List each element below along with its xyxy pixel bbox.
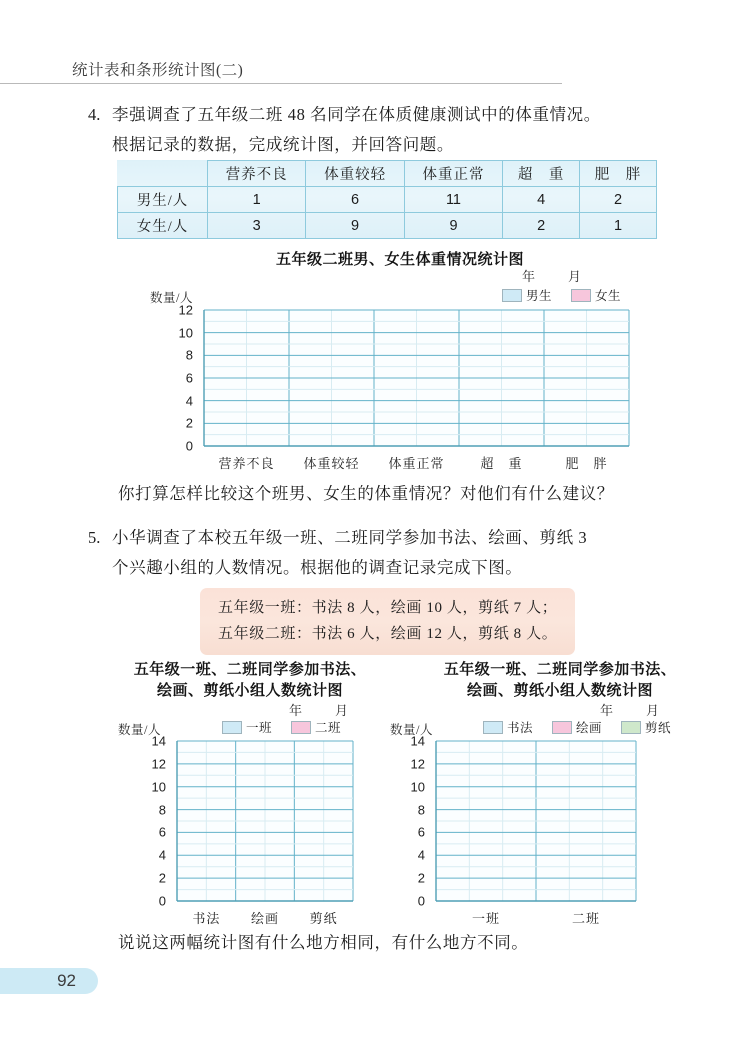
y-axis-tick-label: 8 [185,347,193,363]
table-cell-1-1: 9 [306,213,404,239]
legend-label: 女生 [595,289,622,303]
table-row [118,187,657,213]
y-axis-tick-label: 2 [158,870,166,886]
chart-weight-plot-area [178,302,628,471]
note-line-1: 五年级一班：书法 8 人，绘画 10 人，剪纸 7 人； [218,600,558,616]
table-row-label-1: 女生/人 [118,213,208,239]
legend-label: 绘画 [576,721,603,735]
chart-left-date-label: 年 月 [289,703,359,718]
y-axis-tick-label: 4 [158,847,166,863]
x-axis-tick-label: 体重正常 [388,456,445,471]
y-axis-tick-label: 12 [178,302,193,318]
x-axis-tick-label: 营养不良 [218,456,275,471]
chart-right-y-axis-label: 数量/人 [390,723,433,737]
chart-right-date-label: 年 月 [600,703,670,718]
table-col-header-0: 营养不良 [208,161,306,187]
page-number-badge [0,968,98,994]
legend-swatch-icon [502,289,522,302]
legend-swatch-icon [621,721,641,734]
legend-item-class-2 [291,718,341,736]
survey-record-note [200,588,575,655]
problem-4-question: 你打算怎样比较这个班男、女生的体重情况？对他们有什么建议？ [118,484,614,503]
y-axis-tick-label: 0 [158,893,166,909]
y-axis-tick-label: 0 [185,438,193,454]
chart-weight-legend [502,286,635,304]
chart-left-title-line-1: 五年级一班、二班同学参加书法、 [133,661,367,678]
y-axis-tick-label: 8 [417,802,425,818]
y-axis-tick-label: 4 [185,393,193,409]
problem-5-question: 说说这两幅统计图有什么地方相同，有什么地方不同。 [118,933,529,952]
problem-4-number: 4. [88,105,101,124]
chart-right-legend [483,718,685,736]
table-col-header-1: 体重较轻 [306,161,404,187]
weight-data-table [117,160,657,239]
x-axis-tick-label: 肥 胖 [565,456,608,471]
running-header [0,58,740,88]
chart-left-plot-area [151,733,352,926]
x-axis-tick-label: 书法 [192,911,221,926]
problem-5-line-2: 个兴趣小组的人数情况。根据他的调查记录完成下图。 [112,558,523,577]
legend-swatch-icon [483,721,503,734]
table-cell-0-3: 4 [503,187,580,213]
legend-label: 一班 [246,721,273,735]
legend-item-male [502,286,552,304]
chart-left-title-line-2: 绘画、剪纸小组人数统计图 [156,682,343,699]
chart-weight-title: 五年级二班男、女生体重情况统计图 [275,251,524,268]
chart-left-y-axis-label: 数量/人 [118,723,161,737]
table-cell-1-3: 2 [503,213,580,239]
table-row [118,213,657,239]
chart-left-legend [222,718,355,736]
chapter-title: 统计表和条形统计图(二) [72,62,244,79]
table-row-label-0: 男生/人 [118,187,208,213]
legend-item-calligraphy [483,718,533,736]
y-axis-tick-label: 12 [410,756,425,772]
table-col-header-2: 体重正常 [404,161,502,187]
legend-swatch-icon [571,289,591,302]
chart-right-title-line-1: 五年级一班、二班同学参加书法、 [443,661,677,678]
chart-right-plot-area [410,733,635,926]
x-axis-tick-label: 超 重 [480,456,523,471]
table-cell-1-2: 9 [404,213,502,239]
legend-label: 二班 [315,721,342,735]
table-cell-1-0: 3 [208,213,306,239]
table-col-header-4: 肥 胖 [580,161,657,187]
x-axis-tick-label: 绘画 [250,911,280,926]
chart-right-title-line-2: 绘画、剪纸小组人数统计图 [466,682,653,699]
y-axis-tick-label: 2 [185,415,193,431]
y-axis-tick-label: 6 [185,370,193,386]
legend-swatch-icon [552,721,572,734]
note-line-2: 五年级二班：书法 6 人，绘画 12 人，剪纸 8 人。 [218,626,558,642]
chart-weight-y-axis-label: 数量/人 [150,291,193,305]
problem-5-line-1: 小华调查了本校五年级一班、二班同学参加书法、绘画、剪纸 3 [112,528,588,547]
legend-label: 男生 [526,289,553,303]
x-axis-tick-label: 一班 [471,911,501,926]
legend-item-female [571,286,621,304]
legend-label: 书法 [507,721,534,735]
legend-item-class-1 [222,718,272,736]
y-axis-tick-label: 14 [151,733,166,749]
table-cell-0-1: 6 [306,187,404,213]
y-axis-tick-label: 10 [410,779,425,795]
y-axis-tick-label: 14 [410,733,425,749]
y-axis-tick-label: 10 [151,779,166,795]
table-cell-0-4: 2 [580,187,657,213]
y-axis-tick-label: 12 [151,756,166,772]
page-number: 92 [57,971,76,990]
table-col-header-3: 超 重 [503,161,580,187]
y-axis-tick-label: 2 [417,870,425,886]
header-rule [0,83,562,84]
problem-4-line-2: 根据记录的数据，完成统计图，并回答问题。 [112,135,454,154]
x-axis-tick-label: 剪纸 [309,911,338,926]
legend-label: 剪纸 [645,721,672,735]
x-axis-tick-label: 体重较轻 [303,456,360,471]
y-axis-tick-label: 4 [417,847,425,863]
problem-4-line-1: 李强调查了五年级二班 48 名同学在体质健康测试中的体重情况。 [112,105,601,124]
table-cell-1-4: 1 [580,213,657,239]
legend-item-papercut [621,718,671,736]
x-axis-tick-label: 二班 [571,911,601,926]
table-cell-0-0: 1 [208,187,306,213]
legend-swatch-icon [222,721,242,734]
y-axis-tick-label: 8 [158,802,166,818]
table-cell-0-2: 11 [404,187,502,213]
y-axis-tick-label: 10 [178,325,193,341]
legend-item-painting [552,718,602,736]
y-axis-tick-label: 0 [417,893,425,909]
y-axis-tick-label: 6 [417,824,425,840]
table-corner-cell [118,161,208,187]
y-axis-tick-label: 6 [158,824,166,840]
chart-weight-date-label: 年 月 [522,269,592,284]
legend-swatch-icon [291,721,311,734]
table-header-row [118,161,657,187]
problem-5-number: 5. [88,528,101,547]
